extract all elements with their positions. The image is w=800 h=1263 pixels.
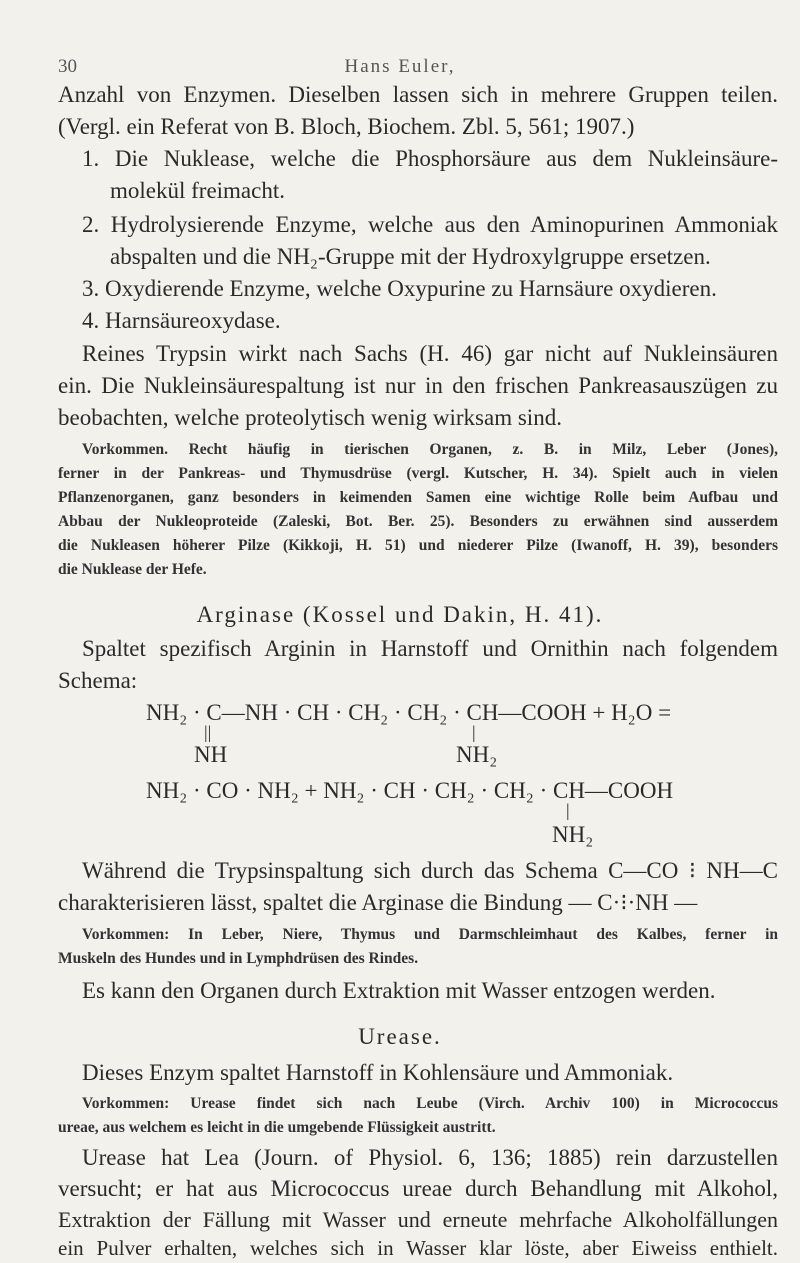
- list-item-3: 3. Oxydierende Enzyme, welche Oxypurine zu Harnsäure oxydieren.: [82, 276, 717, 301]
- text-line: Urease hat Lea (Journ. of Physiol. 6, 136; 1885) rein darzustellen: [82, 1145, 778, 1170]
- small-print-line: Vorkommen: Urease findet sich nach Leube (Virch. Archiv 100) in Micrococcus: [82, 1095, 778, 1112]
- text-line: Spaltet spezifisch Arginin in Harnstoff und Ornithin nach folgendem: [82, 636, 778, 661]
- formula-sub-nh: NH: [194, 742, 228, 767]
- text-line: beobachten, welche proteolytisch wenig wirksam sind.: [58, 405, 562, 430]
- list-item-4: 4. Harnsäureoxydase.: [82, 308, 281, 333]
- text-line: versucht; er hat aus Micrococcus ureae durch Behandlung mit Alkohol,: [58, 1176, 778, 1201]
- small-print-line: Vorkommen: In Leber, Niere, Thymus und Darmschleimhaut des Kalbes, ferner in: [82, 926, 778, 943]
- text-line: charakterisieren lässt, spaltet die Arginase die Bindung — C·⁝·NH —: [58, 890, 698, 915]
- formula-single-bond: |: [566, 800, 570, 820]
- text-line: ein. Die Nukleinsäurespaltung ist nur in den frischen Pankreasauszügen zu: [58, 373, 778, 398]
- small-print-line: die Nuklease der Hefe.: [58, 561, 207, 578]
- formula-single-bond: |: [472, 722, 476, 742]
- section-heading-arginase: Arginase (Kossel und Dakin, H. 41).: [196, 602, 604, 627]
- formula-double-bond: ||: [204, 722, 212, 742]
- formula-row-1: NH₂ · C—NH · CH · CH₂ · CH₂ · CH—COOH + H₂O =: [146, 700, 672, 725]
- formula-row-2: NH₂ · CO · NH₂ + NH₂ · CH · CH₂ · CH₂ · CH—COOH: [146, 778, 674, 803]
- section-heading-urease: Urease.: [358, 1024, 442, 1049]
- text-line: Dieses Enzym spaltet Harnstoff in Kohlensäure und Ammoniak.: [82, 1060, 674, 1085]
- text-line: Es kann den Organen durch Extraktion mit Wasser entzogen werden.: [82, 978, 716, 1003]
- small-print-line: die Nukleasen höherer Pilze (Kikkoji, H. 51) und niederer Pilze (Iwanoff, H. 39), besonders: [58, 537, 778, 554]
- list-item-2: 2. Hydrolysierende Enzyme, welche aus den Aminopurinen Ammoniak: [82, 212, 778, 237]
- running-header-author: Hans Euler,: [344, 56, 456, 77]
- text-line: (Vergl. ein Referat von B. Bloch, Biochem. Zbl. 5, 561; 1907.): [58, 114, 635, 139]
- text-line: ein Pulver erhalten, welches sich in Wasser klar löste, aber Eiweiss enthielt.: [58, 1236, 778, 1260]
- small-print-line: Muskeln des Hundes und in Lymphdrüsen des Rindes.: [58, 950, 419, 967]
- text-line: Extraktion der Fällung mit Wasser und erneute mehrfache Alkoholfällungen: [58, 1207, 778, 1232]
- list-item-1-cont: molekül freimacht.: [110, 178, 285, 203]
- small-print-line: Pflanzenorganen, ganz besonders in keimenden Samen eine wichtige Rolle beim Aufbau und: [58, 489, 778, 506]
- list-item-1: 1. Die Nuklease, welche die Phosphorsäure aus dem Nukleinsäure-: [82, 146, 778, 171]
- small-print-line: Abbau der Nukleoproteide (Zaleski, Bot. Ber. 25). Besonders zu erwähnen sind ausserdem: [58, 513, 778, 530]
- formula-sub-nh2: NH₂: [456, 742, 498, 767]
- list-item-2-cont: abspalten und die NH₂-Gruppe mit der Hydroxylgruppe ersetzen.: [110, 244, 711, 269]
- text-line: Anzahl von Enzymen. Dieselben lassen sich in mehrere Gruppen teilen.: [58, 82, 778, 107]
- small-print-line: ferner in der Pankreas- und Thymusdrüse (vergl. Kutscher, H. 34). Spielt auch in vielen: [58, 465, 778, 482]
- formula-sub-nh2: NH₂: [552, 822, 594, 847]
- small-print-line: ureae, aus welchem es leicht in die umgebende Flüssigkeit austritt.: [58, 1119, 496, 1136]
- text-line: Während die Trypsinspaltung sich durch das Schema C—CO ⁝ NH—C: [82, 858, 778, 883]
- text-line: Schema:: [58, 668, 138, 693]
- page-number: 30: [58, 56, 77, 77]
- small-print-line: Vorkommen. Recht häufig in tierischen Organen, z. B. in Milz, Leber (Jones),: [82, 441, 778, 458]
- text-line: Reines Trypsin wirkt nach Sachs (H. 46) gar nicht auf Nukleinsäuren: [82, 341, 778, 366]
